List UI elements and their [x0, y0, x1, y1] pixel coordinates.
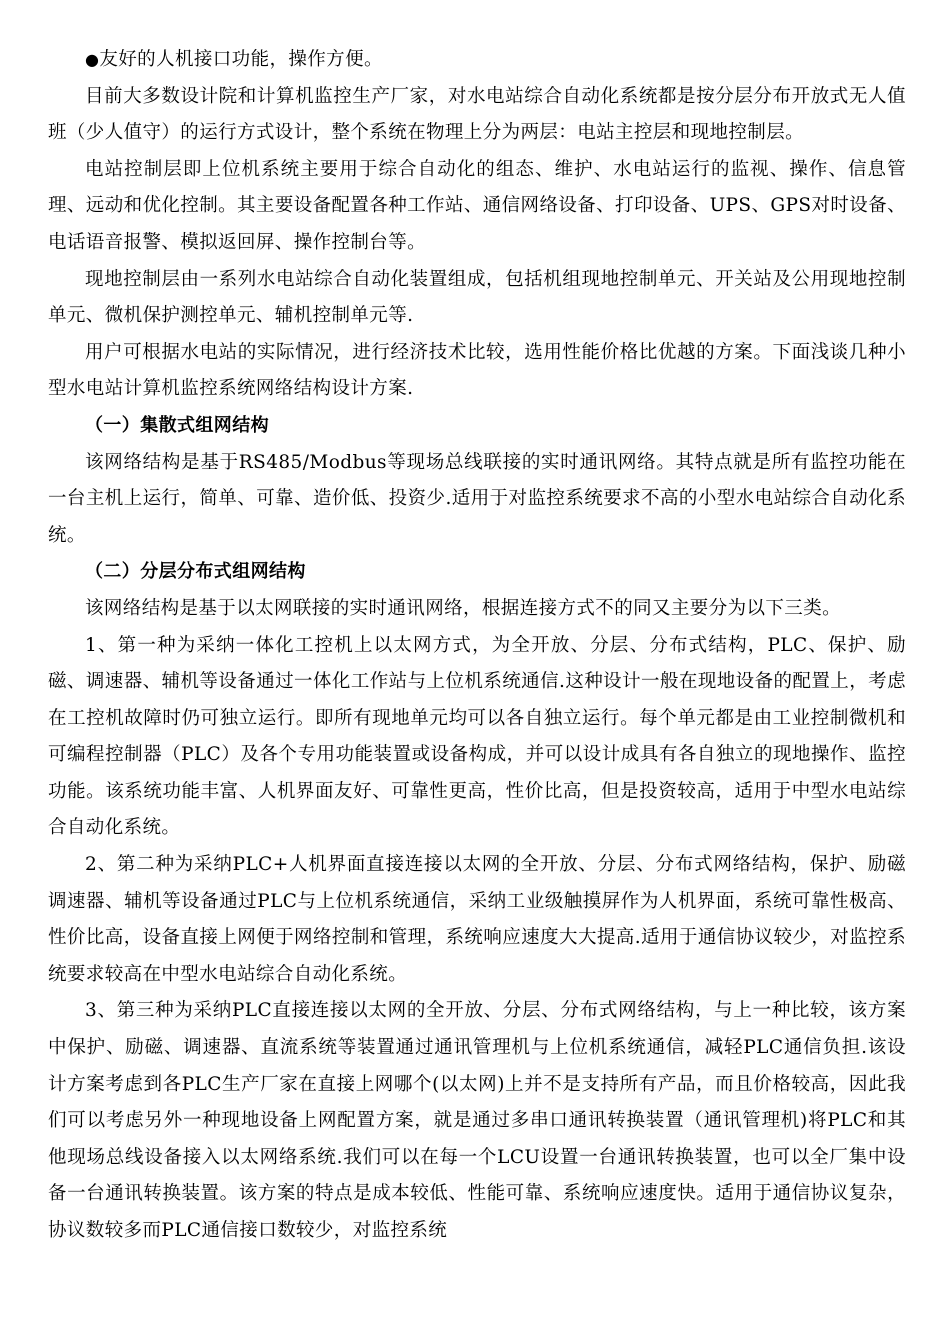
- document-page: [48, 42, 906, 1250]
- bullet-item: [48, 42, 906, 79]
- paragraph-distributed-network: 该网络结构是基于RS485/Modbus等现场总线联接的实时通讯网络。其特点就是所有监控功能在一台主机上运行，简单、可靠、造价低、投资少.适用于对监控系统要求不高的小型水电站综合自动化系统。: [48, 451, 906, 546]
- paragraph-station-control-layer: 电站控制层即上位机系统主要用于综合自动化的组态、维护、水电站运行的监视、操作、信息管理、远动和优化控制。其主要设备配置各种工作站、通信网络设备、打印设备、UPS、GPS对时设备、电话语音报警、模拟返回屏、操作控制台等。: [48, 158, 906, 253]
- paragraph-intro: 目前大多数设计院和计算机监控生产厂家，对水电站综合自动化系统都是按分层分布开放式无人值班（少人值守）的运行方式设计，整个系统在物理上分为两层：电站主控层和现地控制层。: [48, 85, 906, 144]
- section-heading-distributed-network: （一）集散式组网结构: [85, 414, 269, 436]
- bullet-icon: ●: [85, 50, 100, 69]
- paragraph-scheme-selection: 用户可根据水电站的实际情况，进行经济技术比较，选用性能价格比优越的方案。下面浅谈几种小型水电站计算机监控系统网络结构设计方案.: [48, 341, 906, 400]
- section-heading-layered-network: （二）分层分布式组网结构: [85, 561, 306, 583]
- bullet-text: 友好的人机接口功能，操作方便。: [99, 49, 383, 70]
- paragraph-local-control-layer: 现地控制层由一系列水电站综合自动化装置组成，包括机组现地控制单元、开关站及公用现地控制单元、微机保护测控单元、辅机控制单元等.: [48, 268, 906, 327]
- paragraph-scheme-one: 1、第一种为采纳一体化工控机上以太网方式，为全开放、分层、分布式结构，PLC、保护、励磁、调速器、辅机等设备通过一体化工作站与上位机系统通信.这种设计一般在现地设备的配置上，考虑在工控机故障时仍可独立运行。即所有现地单元均可以各自独立运行。每个单元都是由工业控制微机和可编程控制器（PLC）及各个专用功能装置或设备构成，并可以设计成具有各自独立的现地操作、监控功能。该系统功能丰富、人机界面友好、可靠性更高，性价比高，但是投资较高，适用于中型水电站综合自动化系统。: [48, 634, 906, 839]
- paragraph-scheme-two: 2、第二种为采纳PLC+人机界面直接连接以太网的全开放、分层、分布式网络结构，保护、励磁调速器、辅机等设备通过PLC与上位机系统通信，采纳工业级触摸屏作为人机界面，系统可靠性极高、性价比高，设备直接上网便于网络控制和管理，系统响应速度大大提高.适用于通信协议较少，对监控系统要求较高在中型水电站综合自动化系统。: [48, 854, 906, 985]
- paragraph-scheme-three: 3、第三种为采纳PLC直接连接以太网的全开放、分层、分布式网络结构，与上一种比较，该方案中保护、励磁、调速器、直流系统等装置通过通讯管理机与上位机系统通信，减轻PLC通信负担.该设计方案考虑到各PLC生产厂家在直接上网哪个(以太网)上并不是支持所有产品，而且价格较高，因此我们可以考虑另外一种现地设备上网配置方案，就是通过多串口通讯转换装置（通讯管理机)将PLC和其他现场总线设备接入以太网络系统.我们可以在每一个LCU设置一台通讯转换装置，也可以全厂集中设备一台通讯转换装置。该方案的特点是成本较低、性能可靠、系统响应速度快。适用于通信协议复杂，协议数较多而PLC通信接口数较少，对监控系统: [48, 1000, 906, 1241]
- paragraph-layered-network-intro: 该网络结构是基于以太网联接的实时通讯网络，根据连接方式不的同又主要分为以下三类。: [85, 597, 842, 619]
